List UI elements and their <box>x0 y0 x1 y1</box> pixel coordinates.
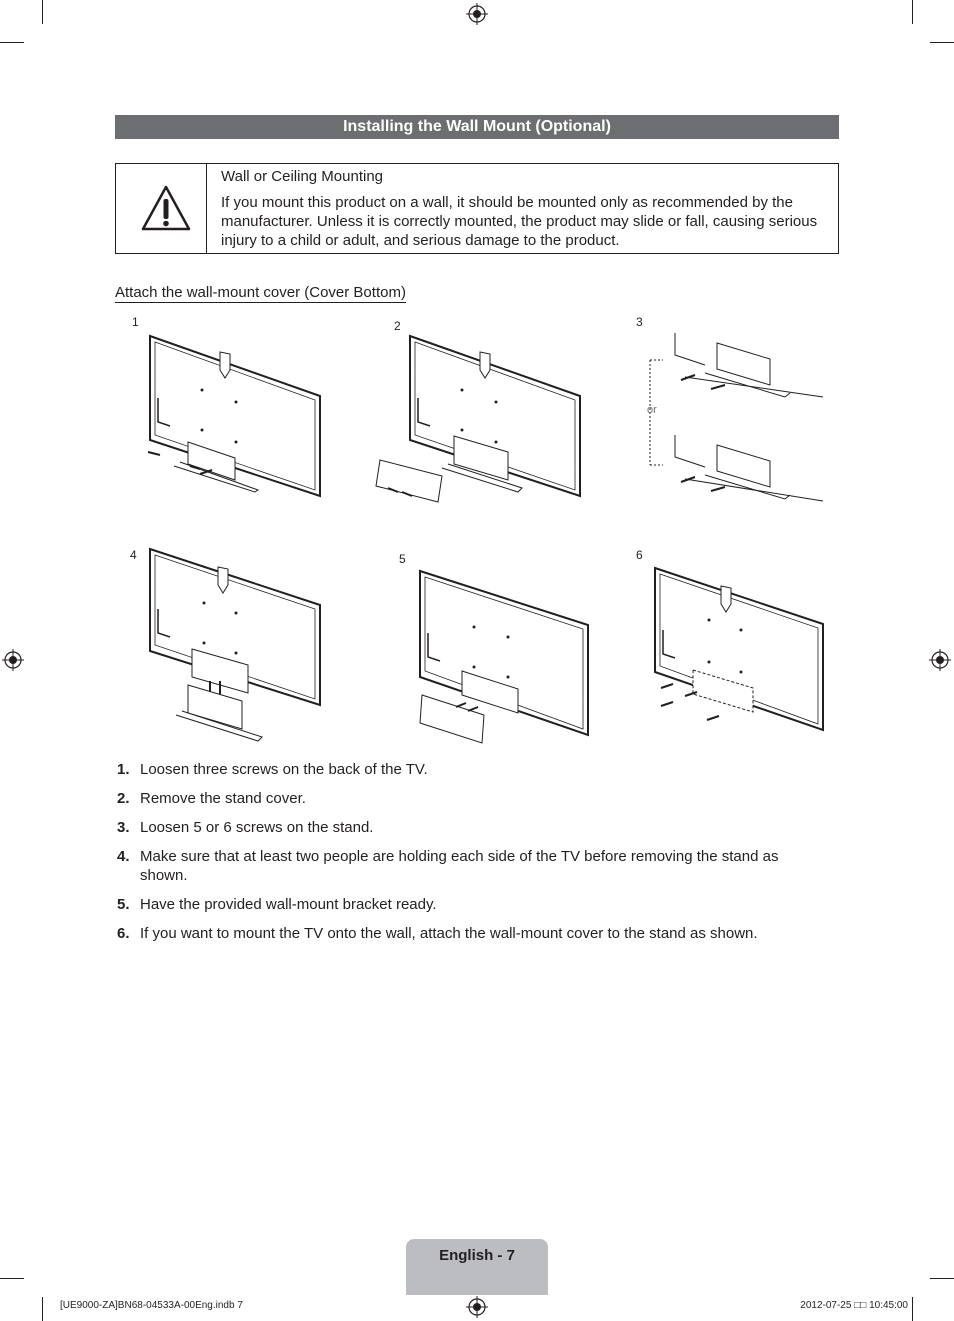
figure-2-remove-stand-cover <box>370 330 590 510</box>
figure-6-attach-cover <box>645 560 830 740</box>
step-text: Make sure that at least two people are holding each side of the TV before removing the stand as shown. <box>140 848 779 884</box>
figure-label-6: 6 <box>636 548 643 562</box>
figure-label-3: 3 <box>636 315 643 329</box>
crop-mark <box>912 0 913 24</box>
step-number: 2. <box>117 790 130 807</box>
figure-label-1: 1 <box>132 315 139 329</box>
warning-divider <box>206 164 207 253</box>
section-title: Installing the Wall Mount (Optional) <box>115 115 839 139</box>
step-number: 4. <box>117 848 130 865</box>
figure-label-4: 4 <box>130 548 137 562</box>
figure-3-loosen-stand-screws <box>645 325 830 510</box>
step-item <box>117 760 807 779</box>
subheading: Attach the wall-mount cover (Cover Bottom) <box>115 284 406 301</box>
figure-4-remove-stand <box>140 545 330 745</box>
warning-text: If you mount this product on a wall, it should be mounted only as recommended by the manufacturer. Unless it is correctly mounted, the product may slide or fall, causing serious injury to a child or adult, and serious damage to the product. <box>221 194 818 249</box>
step-item <box>117 818 807 837</box>
step-item <box>117 924 807 943</box>
figure-label-2: 2 <box>394 319 401 333</box>
step-item <box>117 789 807 808</box>
step-item <box>117 895 807 914</box>
crop-mark <box>930 1278 954 1279</box>
registration-mark-icon <box>466 3 488 25</box>
print-timestamp: 2012-07-25 □□ 10:45:00 <box>800 1300 908 1311</box>
crop-mark <box>0 1278 24 1279</box>
page-number-tab: English - 7 <box>406 1239 548 1295</box>
warning-title: Wall or Ceiling Mounting <box>221 168 384 185</box>
warning-box <box>115 163 839 254</box>
step-item <box>117 847 807 885</box>
registration-mark-icon <box>466 1296 488 1318</box>
crop-mark <box>42 0 43 24</box>
step-text: If you want to mount the TV onto the wall, attach the wall-mount cover to the stand as shown. <box>140 925 758 942</box>
crop-mark <box>42 1297 43 1321</box>
crop-mark <box>912 1297 913 1321</box>
step-number: 6. <box>117 925 130 942</box>
step-text: Remove the stand cover. <box>140 790 306 807</box>
step-number: 3. <box>117 819 130 836</box>
step-text: Loosen 5 or 6 screws on the stand. <box>140 819 374 836</box>
steps-list <box>117 760 807 953</box>
figure-5-wall-mount-cover <box>412 565 597 750</box>
file-slug: [UE9000-ZA]BN68-04533A-00Eng.indb 7 <box>60 1300 243 1311</box>
or-label: or <box>647 404 657 416</box>
step-text: Have the provided wall-mount bracket ready. <box>140 896 437 913</box>
figure-label-5: 5 <box>399 552 406 566</box>
registration-mark-icon <box>2 649 24 671</box>
step-number: 1. <box>117 761 130 778</box>
warning-triangle-icon <box>140 184 192 232</box>
crop-mark <box>930 42 954 43</box>
registration-mark-icon <box>929 649 951 671</box>
step-text: Loosen three screws on the back of the TV. <box>140 761 428 778</box>
crop-mark <box>0 42 24 43</box>
figure-1-tv-back-with-stand <box>140 330 330 505</box>
step-number: 5. <box>117 896 130 913</box>
